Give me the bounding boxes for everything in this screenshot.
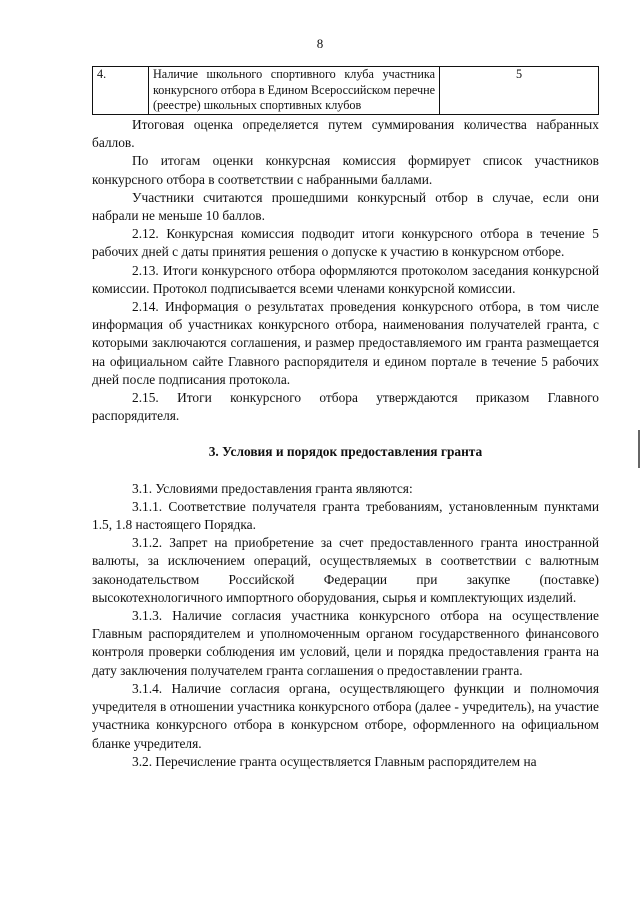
criterion-score: 5 [440, 67, 599, 115]
section-title: 3. Условия и порядок предоставления гранта [208, 444, 483, 460]
paragraph: 3.1.3. Наличие согласия участника конкурсного отбора на осуществление Главным распорядителем и уполномоченным органом государственного финансового контроля проверки соблюдения им условий, цели и порядка предоставления гранта на дату заключения получателем гранта соглашения о предоставлении гранта. [92, 608, 599, 678]
page-number: 8 [316, 36, 324, 51]
paragraph: Участники считаются прошедшими конкурсный отбор в случае, если они набрали не меньше 10 баллов. [92, 189, 599, 224]
paragraph: 3.1.4. Наличие согласия органа, осуществляющего функции и полномочия учредителя в отношении участника конкурсного отбора (далее - учредитель), на участие участника конкурсного отбора в конкурсном отборе, оформленного на официальном бланке учредителя. [92, 680, 599, 751]
paragraph: 2.13. Итоги конкурсного отбора оформляются протоколом заседания конкурсной комиссии. Протокол подписывается всеми членами конкурсной комиссии. [92, 262, 599, 296]
paragraph: 2.14. Информация о результатах проведения конкурсного отбора, в том числе информация об участниках конкурсного отбора, наименования получателей гранта, с которыми заключаются соглашения, и размер предоставляемого им гранта размещается на официальном сайте Главного распорядителя и едином портале в течение 5 рабочих дней после подписания протокола. [92, 299, 599, 387]
paragraph: 2.15. Итоги конкурсного отбора утверждаются приказом Главного распорядителя. [92, 390, 599, 424]
criteria-table [92, 66, 599, 115]
paragraph: 2.12. Конкурсная комиссия подводит итоги конкурсного отбора в течение 5 рабочих дней с даты принятия решения о допуске к участию в конкурсном отборе. [92, 226, 599, 260]
paragraph: 3.2. Перечисление гранта осуществляется Главным распорядителем на [132, 753, 537, 769]
paragraph: 3.1.1. Соответствие получателя гранта требованиям, установленным пунктами 1.5, 1.8 настоящего Порядка. [92, 498, 599, 533]
table-row [93, 67, 599, 115]
criterion-description: Наличие школьного спортивного клуба участника конкурсного отбора в Едином Всероссийском перечне (реестре) школьных спортивных клубов [149, 67, 440, 115]
paragraph: Итоговая оценка определяется путем суммирования количества набранных баллов. [92, 117, 599, 151]
paragraph: 3.1. Условиями предоставления гранта являются: [132, 480, 413, 496]
document-body [92, 116, 599, 771]
row-number: 4. [93, 67, 149, 115]
paragraph: 3.1.2. Запрет на приобретение за счет предоставленного гранта иностранной валюты, за исключением операций, осуществляемых в соответствии с валютным законодательством Российской Федерации при закупке (поставке) высокотехнологичного импортного оборудования, сырья и комплектующих изделий. [92, 535, 599, 605]
paragraph: По итогам оценки конкурсная комиссия формирует список участников конкурсного отбора в соответствии с набранными баллами. [92, 153, 599, 187]
